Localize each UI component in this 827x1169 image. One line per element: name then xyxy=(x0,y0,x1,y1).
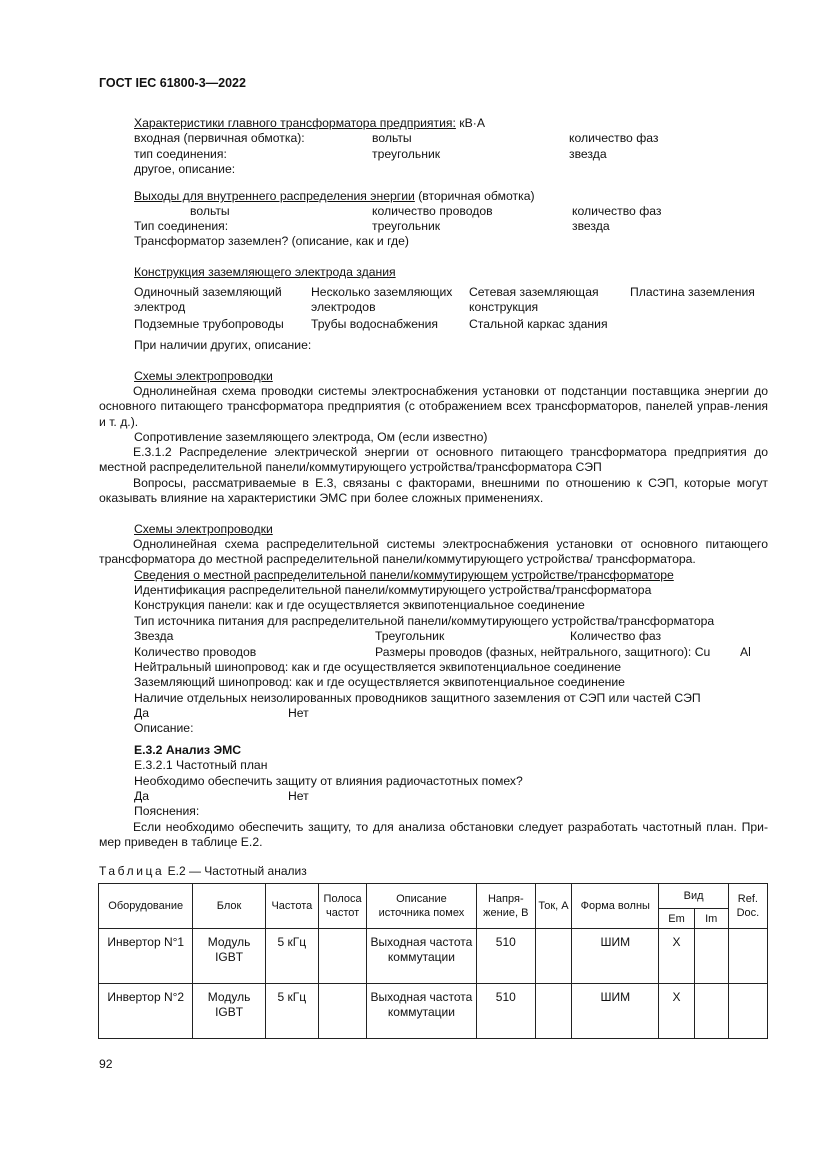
emc-notes: Пояснения: xyxy=(134,804,200,818)
electrode-single-a: Одиночный заземляющий xyxy=(134,285,282,299)
emc-title: Е.3.2 Анализ ЭМС xyxy=(134,743,242,757)
connection-star: звезда xyxy=(569,147,607,161)
header-current: Ток, А xyxy=(535,884,571,929)
neutral-bus: Нейтральный шинопровод: как и где осуществляется эквипотенциальное соединение xyxy=(134,660,622,674)
transformer-grounded: Трансформатор заземлен? (описание, как и где) xyxy=(134,234,409,248)
header-ref: Ref. Doc. xyxy=(728,884,767,929)
outputs-title-line xyxy=(134,189,535,204)
ground-bus: Заземляющий шинопровод: как и где осуществляется эквипотенциальное соединение xyxy=(134,675,625,689)
electrode-single-b: электрод xyxy=(134,300,186,314)
cell-source: Выходная частота коммутации xyxy=(367,984,476,1039)
cell-band xyxy=(318,929,366,984)
cell-frequency: 5 кГц xyxy=(265,984,318,1039)
ground-resistance: Сопротивление заземляющего электрода, Ом (если известно) xyxy=(134,430,488,444)
wiring2-paragraph: Однолинейная схема распределительной системы электроснабжения установки от основного питающего трансформатора до местной распределительной панели/коммутирующего устройства/ трансформатора. xyxy=(99,537,768,567)
outputs-wires: количество проводов xyxy=(372,204,493,218)
electrode-multiple-b: электродов xyxy=(311,300,376,314)
panel-identification: Идентификация распределительной панели/коммутирующего устройства/трансформатора xyxy=(134,583,652,597)
wire-count: Количество проводов xyxy=(134,645,257,659)
separate-description: Описание: xyxy=(134,721,194,735)
cell-im xyxy=(694,929,728,984)
cell-current xyxy=(535,984,571,1039)
wiring2-title: Схемы электропроводки xyxy=(134,522,273,536)
connection-delta: треугольник xyxy=(372,147,441,161)
document-header: ГОСТ IEC 61800-3—2022 xyxy=(99,76,246,90)
cell-ref xyxy=(728,929,767,984)
cell-waveform: ШИМ xyxy=(572,984,659,1039)
cell-current xyxy=(535,929,571,984)
transformer-title: Характеристики главного трансформатора предприятия: xyxy=(134,116,456,130)
header-em: Em xyxy=(659,909,694,929)
emc-no: Нет xyxy=(288,789,309,803)
supply-type: Тип источника питания для распределительной панели/коммутирующего устройства/трансформатора xyxy=(134,614,715,628)
cell-band xyxy=(318,984,366,1039)
wiring1-title: Схемы электропроводки xyxy=(134,369,273,383)
separate-yes: Да xyxy=(134,706,150,720)
outputs-volts: вольты xyxy=(190,204,230,218)
cell-frequency: 5 кГц xyxy=(265,929,318,984)
distribution-paragraph: Е.3.1.2 Распределение электрической энергии от основного питающего трансформатора предприятия до местной распределительной панели/коммутирующего устройства/трансформатора СЭП xyxy=(99,445,768,475)
electrode-grid-b: конструкция xyxy=(469,300,539,314)
table-row xyxy=(99,984,768,1039)
other-description: другое, описание: xyxy=(134,162,236,176)
cell-source: Выходная частота коммутации xyxy=(367,929,476,984)
questions-paragraph: Вопросы, рассматриваемые в Е.3, связаны с факторами, внешними по отношению к СЭП, которые могут оказывать влияние на характеристики ЭМС при более сложных применениях. xyxy=(99,476,768,506)
electrode-water-pipes: Трубы водоснабжения xyxy=(311,317,439,331)
table-caption-word: Таблица xyxy=(99,864,165,878)
electrode-underground-pipes: Подземные трубопроводы xyxy=(134,317,284,331)
cell-ref xyxy=(728,984,767,1039)
outputs-title: Выходы для внутреннего распределения энергии xyxy=(134,189,415,203)
cell-voltage: 510 xyxy=(476,984,535,1039)
header-im: Im xyxy=(694,909,728,929)
electrode-other: При наличии других, описание: xyxy=(134,338,312,352)
header-block: Блок xyxy=(193,884,265,929)
separate-conductors: Наличие отдельных неизолированных проводников защитного заземления от СЭП или частей СЭП xyxy=(134,691,701,705)
wire-al: Al xyxy=(740,645,751,659)
emc-yes: Да xyxy=(134,789,150,803)
supply-star: Звезда xyxy=(134,629,174,643)
page-number: 92 xyxy=(99,1057,113,1071)
table-row xyxy=(99,929,768,984)
transformer-unit: кВ·А xyxy=(459,116,485,130)
connection-type-label: тип соединения: xyxy=(134,147,227,161)
cell-im xyxy=(694,984,728,1039)
table-caption xyxy=(99,864,307,879)
separate-no: Нет xyxy=(288,706,309,720)
panel-info-title: Сведения о местной распределительной панели/коммутирующем устройстве/трансформаторе xyxy=(134,568,674,582)
emc-paragraph: Если необходимо обеспечить защиту, то для анализа обстановки следует разработать частотный план. При-мер приведен в таблице Е.2. xyxy=(99,820,768,850)
table-caption-text: Е.2 — Частотный анализ xyxy=(167,864,307,878)
outputs-connection-label: Тип соединения: xyxy=(134,219,229,233)
supply-phases: Количество фаз xyxy=(570,629,662,643)
cell-equipment: Инвертор N°2 xyxy=(99,984,193,1039)
input-winding-label: входная (первичная обмотка): xyxy=(134,131,305,145)
outputs-star: звезда xyxy=(572,219,610,233)
electrode-plate: Пластина заземления xyxy=(630,285,755,299)
header-frequency: Частота xyxy=(265,884,318,929)
emc-subtitle: Е.3.2.1 Частотный план xyxy=(134,758,268,772)
input-phases: количество фаз xyxy=(569,131,659,145)
emc-question: Необходимо обеспечить защиту от влияния радиочастотных помех? xyxy=(134,774,523,788)
input-volts: вольты xyxy=(372,131,412,145)
cell-block: Модуль IGBT xyxy=(193,984,265,1039)
header-equipment: Оборудование xyxy=(99,884,193,929)
outputs-phases: количество фаз xyxy=(572,204,662,218)
wire-sizes: Размеры проводов (фазных, нейтрального, защитного): Cu xyxy=(375,645,711,659)
header-type: Вид xyxy=(659,884,728,909)
cell-waveform: ШИМ xyxy=(572,929,659,984)
cell-block: Модуль IGBT xyxy=(193,929,265,984)
transformer-title-line xyxy=(134,116,485,131)
header-voltage: Напря-жение, В xyxy=(476,884,535,929)
header-waveform: Форма волны xyxy=(572,884,659,929)
outputs-delta: треугольник xyxy=(372,219,441,233)
electrode-grid-a: Сетевая заземляющая xyxy=(469,285,599,299)
outputs-title-suffix: (вторичная обмотка) xyxy=(418,189,535,203)
electrode-title: Конструкция заземляющего электрода здания xyxy=(134,265,396,279)
header-source: Описание источника помех xyxy=(367,884,476,929)
supply-delta: Треугольник xyxy=(375,629,445,643)
panel-construction: Конструкция панели: как и где осуществляется эквипотенциальное соединение xyxy=(134,598,585,612)
wiring1-paragraph: Однолинейная схема проводки системы электроснабжения установки от подстанции поставщика энергии до основного питающего трансформатора предприятия (с отображением всех трансформаторов, панелей управ-ления и т. д.). xyxy=(99,384,768,429)
cell-em: X xyxy=(659,929,694,984)
cell-equipment: Инвертор N°1 xyxy=(99,929,193,984)
electrode-steel-frame: Стальной каркас здания xyxy=(469,317,608,331)
header-band: Полоса частот xyxy=(318,884,366,929)
frequency-table xyxy=(98,883,768,1039)
cell-voltage: 510 xyxy=(476,929,535,984)
cell-em: X xyxy=(659,984,694,1039)
electrode-multiple-a: Несколько заземляющих xyxy=(311,285,453,299)
